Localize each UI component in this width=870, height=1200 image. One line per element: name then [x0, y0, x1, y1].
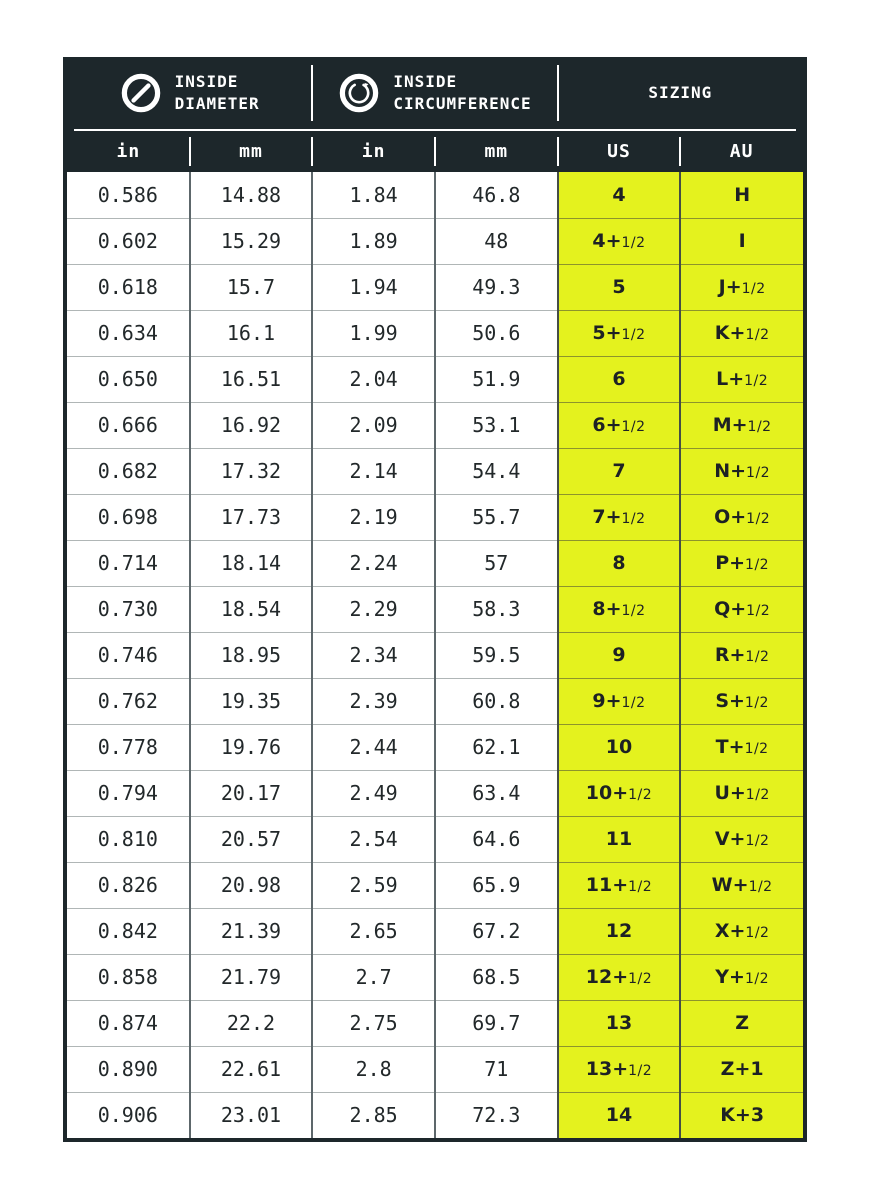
size-value: 5+: [592, 322, 622, 344]
circumference-mm-cell: 49.3: [435, 264, 558, 310]
size-value: J+: [718, 276, 742, 298]
us-size-cell: [558, 494, 681, 540]
circumference-in-cell: 2.8: [312, 1046, 435, 1092]
au-size-cell: [680, 816, 803, 862]
diameter-in-cell: 0.762: [67, 678, 190, 724]
circumference-in-cell: 2.75: [312, 1000, 435, 1046]
header-title-row: [67, 57, 803, 129]
size-value: K+: [714, 322, 746, 344]
header-group-sizing: [558, 57, 803, 129]
diameter-mm-cell: 17.73: [190, 494, 313, 540]
size-value: O+: [714, 506, 747, 528]
circumference-mm-cell: 57: [435, 540, 558, 586]
diameter-in-cell: 0.618: [67, 264, 190, 310]
table-row: [67, 1000, 803, 1046]
diameter-mm-cell: 23.01: [190, 1092, 313, 1138]
circumference-mm-cell: 64.6: [435, 816, 558, 862]
diameter-in-cell: 0.826: [67, 862, 190, 908]
diameter-icon: [120, 72, 162, 114]
table-row: [67, 586, 803, 632]
us-size-cell: [558, 540, 681, 586]
header-group-inside-diameter: [67, 57, 312, 129]
subheader-us: US: [558, 131, 681, 172]
diameter-mm-cell: 18.95: [190, 632, 313, 678]
circumference-in-cell: 2.7: [312, 954, 435, 1000]
diameter-mm-cell: 19.35: [190, 678, 313, 724]
circumference-in-cell: 2.09: [312, 402, 435, 448]
circumference-mm-cell: 59.5: [435, 632, 558, 678]
size-table: [67, 172, 803, 1138]
circumference-mm-cell: 71: [435, 1046, 558, 1092]
size-fraction: 1/2: [744, 373, 769, 389]
table-row: [67, 1092, 803, 1138]
header-label-inside-circumference: [393, 71, 531, 114]
circumference-in-cell: 2.14: [312, 448, 435, 494]
circumference-mm-cell: 53.1: [435, 402, 558, 448]
size-fraction: 1/2: [748, 879, 773, 895]
circumference-mm-cell: 69.7: [435, 1000, 558, 1046]
header-line: DIAMETER: [174, 94, 260, 113]
circumference-mm-cell: 48: [435, 218, 558, 264]
table-row: [67, 816, 803, 862]
size-value: I: [738, 230, 746, 252]
size-value: T+: [715, 736, 745, 758]
size-value: K+3: [720, 1104, 765, 1127]
size-value: 12+: [585, 966, 629, 988]
circumference-mm-cell: 46.8: [435, 172, 558, 218]
size-fraction: 1/2: [745, 557, 770, 573]
table-row: [67, 1046, 803, 1092]
subheader-diameter-mm: mm: [190, 131, 313, 172]
size-fraction: 1/2: [621, 235, 646, 251]
au-size-cell: [680, 448, 803, 494]
ring-size-chart: [63, 57, 807, 1142]
table-row: [67, 540, 803, 586]
header-line: INSIDE: [393, 72, 458, 92]
size-value: 10: [605, 736, 633, 758]
diameter-in-cell: 0.842: [67, 908, 190, 954]
circumference-mm-cell: 72.3: [435, 1092, 558, 1138]
circumference-in-cell: 2.39: [312, 678, 435, 724]
diameter-mm-cell: 19.76: [190, 724, 313, 770]
header-line: INSIDE: [174, 72, 239, 92]
size-value: L+: [716, 368, 745, 390]
size-value: Q+: [714, 598, 747, 620]
size-value: 12: [605, 920, 633, 942]
au-size-cell: [680, 1000, 803, 1046]
diameter-mm-cell: 17.32: [190, 448, 313, 494]
size-value: 7: [612, 460, 626, 482]
au-size-cell: [680, 264, 803, 310]
header-line: SIZING: [648, 83, 713, 103]
diameter-mm-cell: 22.61: [190, 1046, 313, 1092]
diameter-in-cell: 0.730: [67, 586, 190, 632]
circumference-in-cell: 2.19: [312, 494, 435, 540]
us-size-cell: [558, 1046, 681, 1092]
size-fraction: 1/2: [746, 465, 771, 481]
us-size-cell: [558, 172, 681, 218]
size-fraction: 1/2: [628, 787, 653, 803]
table-row: [67, 218, 803, 264]
diameter-mm-cell: 18.54: [190, 586, 313, 632]
us-size-cell: [558, 310, 681, 356]
diameter-mm-cell: 20.17: [190, 770, 313, 816]
size-fraction: 1/2: [621, 603, 646, 619]
size-fraction: 1/2: [745, 787, 770, 803]
au-size-cell: [680, 678, 803, 724]
size-value: N+: [714, 460, 747, 482]
circumference-in-cell: 2.59: [312, 862, 435, 908]
circumference-mm-cell: 65.9: [435, 862, 558, 908]
size-value: 11+: [585, 874, 629, 896]
circumference-mm-cell: 54.4: [435, 448, 558, 494]
diameter-mm-cell: 15.7: [190, 264, 313, 310]
diameter-in-cell: 0.890: [67, 1046, 190, 1092]
diameter-in-cell: 0.666: [67, 402, 190, 448]
size-value: 13+: [585, 1058, 629, 1080]
table-row: [67, 172, 803, 218]
size-fraction: 1/2: [746, 603, 771, 619]
size-value: 5: [612, 276, 626, 298]
size-value: 11: [605, 828, 633, 850]
au-size-cell: [680, 862, 803, 908]
circumference-in-cell: 1.89: [312, 218, 435, 264]
size-fraction: 1/2: [621, 511, 646, 527]
circumference-in-cell: 1.99: [312, 310, 435, 356]
us-size-cell: [558, 264, 681, 310]
subheader-au: AU: [680, 131, 803, 172]
us-size-cell: [558, 356, 681, 402]
table-row: [67, 954, 803, 1000]
diameter-mm-cell: 20.98: [190, 862, 313, 908]
au-size-cell: [680, 724, 803, 770]
circumference-icon: [338, 72, 380, 114]
header-label-inside-diameter: [175, 71, 260, 114]
size-value: Y+: [715, 966, 745, 988]
size-fraction: 1/2: [621, 695, 646, 711]
us-size-cell: [558, 770, 681, 816]
circumference-in-cell: 2.44: [312, 724, 435, 770]
size-value: 4+: [592, 230, 622, 252]
diameter-in-cell: 0.746: [67, 632, 190, 678]
au-size-cell: [680, 540, 803, 586]
diameter-mm-cell: 16.51: [190, 356, 313, 402]
circumference-mm-cell: 55.7: [435, 494, 558, 540]
au-size-cell: [680, 1046, 803, 1092]
diameter-mm-cell: 14.88: [190, 172, 313, 218]
size-fraction: 1/2: [746, 511, 771, 527]
table-row: [67, 770, 803, 816]
diameter-mm-cell: 16.1: [190, 310, 313, 356]
us-size-cell: [558, 862, 681, 908]
diameter-in-cell: 0.602: [67, 218, 190, 264]
au-size-cell: [680, 218, 803, 264]
au-size-cell: [680, 310, 803, 356]
us-size-cell: [558, 632, 681, 678]
circumference-mm-cell: 62.1: [435, 724, 558, 770]
table-row: [67, 402, 803, 448]
circumference-in-cell: 2.65: [312, 908, 435, 954]
size-value: 14: [605, 1104, 633, 1127]
size-value: 8+: [592, 598, 622, 620]
size-value: S+: [715, 690, 745, 712]
diameter-in-cell: 0.858: [67, 954, 190, 1000]
subheader-diameter-in: in: [116, 141, 141, 162]
au-size-cell: [680, 632, 803, 678]
diameter-in-cell: 0.586: [97, 182, 158, 207]
diameter-mm-cell: 22.2: [190, 1000, 313, 1046]
size-fraction: 1/2: [745, 327, 770, 343]
circumference-in-cell: 1.94: [312, 264, 435, 310]
size-value: P+: [715, 552, 746, 574]
subheader-circumference-in: in: [312, 131, 435, 172]
us-size-cell: [558, 954, 681, 1000]
au-size-cell: [680, 172, 803, 218]
table-body: [67, 172, 803, 1138]
size-fraction: 1/2: [744, 695, 769, 711]
size-value: 9: [612, 644, 626, 666]
diameter-in-cell: 0.714: [67, 540, 190, 586]
size-fraction: 1/2: [628, 879, 653, 895]
circumference-mm-cell: 60.8: [435, 678, 558, 724]
size-value: 10+: [585, 782, 629, 804]
diameter-in-cell: 0.682: [67, 448, 190, 494]
diameter-mm-cell: 21.79: [190, 954, 313, 1000]
diameter-in-cell: 0.874: [67, 1000, 190, 1046]
size-value: 8: [612, 552, 626, 574]
size-fraction: 1/2: [745, 833, 770, 849]
size-value: Z+1: [720, 1058, 764, 1080]
diameter-in-cell: 0.810: [67, 816, 190, 862]
size-fraction: 1/2: [744, 741, 769, 757]
au-size-cell: [680, 770, 803, 816]
us-size-cell: [558, 448, 681, 494]
diameter-in-cell: 0.778: [67, 724, 190, 770]
circumference-in-cell: 2.85: [312, 1092, 435, 1138]
au-size-cell: [680, 402, 803, 448]
circumference-in-cell: 2.54: [312, 816, 435, 862]
size-fraction: 1/2: [628, 971, 653, 987]
table-header: [67, 57, 803, 172]
diameter-in-cell: 0.906: [67, 1092, 190, 1138]
table-row: [67, 494, 803, 540]
circumference-mm-cell: 68.5: [435, 954, 558, 1000]
circumference-in-cell: 2.04: [312, 356, 435, 402]
us-size-cell: [558, 402, 681, 448]
us-size-cell: [558, 724, 681, 770]
au-size-cell: [680, 908, 803, 954]
diameter-in-cell: 0.634: [67, 310, 190, 356]
diameter-mm-cell: 21.39: [190, 908, 313, 954]
au-size-cell: [680, 356, 803, 402]
table-row: [67, 908, 803, 954]
size-fraction: 1/2: [744, 971, 769, 987]
us-size-cell: [558, 1000, 681, 1046]
diameter-mm-cell: 20.57: [190, 816, 313, 862]
table-row: [67, 310, 803, 356]
size-fraction: 1/2: [628, 1063, 653, 1079]
diameter-mm-cell: 16.92: [190, 402, 313, 448]
size-value: 13: [605, 1012, 633, 1034]
table-row: [67, 448, 803, 494]
size-fraction: 1/2: [745, 649, 770, 665]
diameter-in-cell: 0.698: [67, 494, 190, 540]
size-value: 6: [612, 368, 626, 390]
size-value: 9+: [592, 690, 622, 712]
subheader-circumference-mm: mm: [435, 131, 558, 172]
circumference-in-cell: 2.49: [312, 770, 435, 816]
table-row: [67, 356, 803, 402]
size-value: M+: [712, 414, 748, 436]
us-size-cell: [558, 908, 681, 954]
header-line: CIRCUMFERENCE: [393, 94, 532, 113]
au-size-cell: [680, 954, 803, 1000]
table-row: [67, 862, 803, 908]
circumference-mm-cell: 67.2: [435, 908, 558, 954]
circumference-mm-cell: 51.9: [435, 356, 558, 402]
size-value: X+: [714, 920, 746, 942]
circumference-mm-cell: 58.3: [435, 586, 558, 632]
size-value: H: [734, 183, 751, 206]
au-size-cell: [680, 494, 803, 540]
au-size-cell: [680, 1092, 803, 1138]
circumference-in-cell: 2.29: [312, 586, 435, 632]
circumference-in-cell: 2.24: [312, 540, 435, 586]
circumference-in-cell: 1.84: [312, 172, 435, 218]
circumference-mm-cell: 50.6: [435, 310, 558, 356]
us-size-cell: [558, 816, 681, 862]
au-size-cell: [680, 586, 803, 632]
size-fraction: 1/2: [621, 419, 646, 435]
us-size-cell: [558, 586, 681, 632]
size-value: R+: [714, 644, 746, 666]
size-fraction: 1/2: [745, 925, 770, 941]
us-size-cell: [558, 1092, 681, 1138]
us-size-cell: [558, 678, 681, 724]
size-fraction: 1/2: [741, 281, 766, 297]
circumference-mm-cell: 63.4: [435, 770, 558, 816]
size-value: W+: [711, 874, 749, 896]
size-value: Z: [735, 1012, 750, 1034]
table-row: [67, 678, 803, 724]
diameter-mm-cell: 18.14: [190, 540, 313, 586]
table-row: [67, 632, 803, 678]
size-value: 7+: [592, 506, 622, 528]
us-size-cell: [558, 218, 681, 264]
table-row: [67, 724, 803, 770]
size-value: V+: [714, 828, 746, 850]
header-label-sizing: [648, 82, 712, 104]
diameter-in-cell: 0.650: [67, 356, 190, 402]
size-fraction: 1/2: [747, 419, 772, 435]
table-row: [67, 264, 803, 310]
circumference-in-cell: 2.34: [312, 632, 435, 678]
diameter-mm-cell: 15.29: [190, 218, 313, 264]
size-value: 4: [612, 183, 626, 206]
header-group-inside-circumference: [312, 57, 557, 129]
subheader-row: [67, 131, 803, 172]
size-value: 6+: [592, 414, 622, 436]
diameter-in-cell: 0.794: [67, 770, 190, 816]
size-value: U+: [714, 782, 746, 804]
size-fraction: 1/2: [621, 327, 646, 343]
